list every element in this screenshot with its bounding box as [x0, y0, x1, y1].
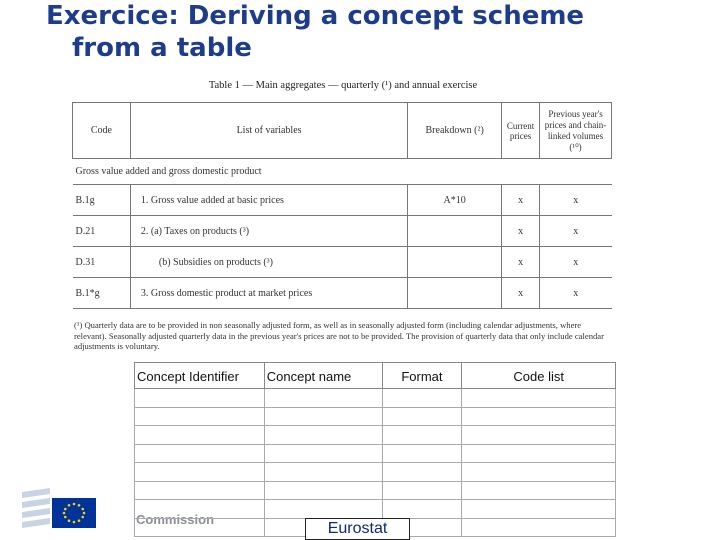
row-current: x	[502, 216, 540, 247]
concept-cell[interactable]	[135, 426, 265, 445]
header-code: Code	[73, 103, 131, 159]
concept-cell[interactable]	[462, 500, 616, 519]
row-variable: (b) Subsidies on products (³)	[130, 247, 407, 278]
concept-cell[interactable]	[135, 481, 265, 500]
row-current: x	[502, 278, 540, 309]
concept-cell[interactable]	[264, 426, 382, 445]
table-row	[135, 481, 616, 500]
concept-cell[interactable]	[264, 500, 382, 519]
row-breakdown	[408, 216, 502, 247]
source-table-header-row	[73, 103, 612, 159]
concept-cell[interactable]	[462, 518, 616, 537]
concept-cell[interactable]	[264, 389, 382, 408]
slide-title-line-2: from a table	[72, 33, 252, 63]
row-breakdown: A*10	[408, 185, 502, 216]
concept-cell[interactable]	[462, 463, 616, 482]
concept-cell[interactable]	[462, 481, 616, 500]
row-variable: 2. (a) Taxes on products (³)	[130, 216, 407, 247]
source-table-footnote: (¹) Quarterly data are to be provided in non seasonally adjusted form, as well as in seasonally adjusted form (including calendar adjustments, where relevant). Seasonally adjusted quarterly data in the previous year's prices are not to be provided. The provision of quarterly data that only include calendar adjustments is voluntary.	[74, 320, 604, 351]
group-heading-row	[73, 159, 612, 185]
concept-cell[interactable]	[135, 407, 265, 426]
table-row	[135, 389, 616, 408]
row-variable: 3. Gross domestic product at market prices	[130, 278, 407, 309]
row-breakdown	[408, 247, 502, 278]
header-variables: List of variables	[130, 103, 407, 159]
table-row	[135, 463, 616, 482]
row-current: x	[502, 185, 540, 216]
row-previous: x	[540, 278, 612, 309]
concept-cell[interactable]	[264, 463, 382, 482]
table-row	[73, 278, 612, 309]
header-breakdown: Breakdown (²)	[408, 103, 502, 159]
concept-cell[interactable]	[264, 444, 382, 463]
concept-cell[interactable]	[462, 389, 616, 408]
row-code: D.31	[73, 247, 131, 278]
format-header: Format	[382, 363, 462, 389]
row-previous: x	[540, 216, 612, 247]
concept-cell[interactable]	[135, 444, 265, 463]
commission-text: Commission	[136, 512, 215, 527]
concept-identifier-header: Concept Identifier	[135, 363, 265, 389]
row-code: B.1g	[73, 185, 131, 216]
concept-cell[interactable]	[382, 426, 462, 445]
eu-flag-icon	[52, 498, 96, 528]
row-previous: x	[540, 247, 612, 278]
concept-cell[interactable]	[135, 389, 265, 408]
concept-cell[interactable]	[264, 407, 382, 426]
group-heading: Gross value added and gross domestic product	[73, 159, 612, 185]
concept-name-header: Concept name	[264, 363, 382, 389]
concept-cell[interactable]	[382, 463, 462, 482]
slide-title	[46, 0, 686, 64]
concept-cell[interactable]	[135, 500, 265, 519]
concept-cell[interactable]	[135, 518, 265, 537]
concept-table-header-row	[135, 363, 616, 389]
concept-cell[interactable]	[382, 389, 462, 408]
commission-logo-stripes-icon	[20, 488, 54, 532]
concept-scheme-table	[134, 362, 616, 537]
row-code: B.1*g	[73, 278, 131, 309]
table-row	[135, 426, 616, 445]
table-row	[73, 216, 612, 247]
concept-cell[interactable]	[135, 463, 265, 482]
table-row	[135, 500, 616, 519]
code-list-header: Code list	[462, 363, 616, 389]
concept-cell[interactable]	[264, 481, 382, 500]
table-row	[135, 444, 616, 463]
table-row	[73, 185, 612, 216]
concept-cell[interactable]	[382, 500, 462, 519]
row-current: x	[502, 247, 540, 278]
header-previous-prices: Previous year's prices and chain-linked volumes (¹⁰)	[540, 103, 612, 159]
source-table-caption: Table 1 — Main aggregates — quarterly (¹) and annual exercise	[208, 80, 478, 91]
source-table	[72, 102, 612, 309]
concept-cell[interactable]	[462, 426, 616, 445]
header-current-prices: Current prices	[502, 103, 540, 159]
row-code: D.21	[73, 216, 131, 247]
eurostat-label: Eurostat	[305, 518, 410, 540]
table-row	[73, 247, 612, 278]
concept-cell[interactable]	[382, 407, 462, 426]
concept-cell[interactable]	[382, 444, 462, 463]
row-previous: x	[540, 185, 612, 216]
slide-title-line-1: Exercice: Deriving a concept scheme	[46, 1, 585, 31]
concept-cell[interactable]	[382, 481, 462, 500]
row-variable: 1. Gross value added at basic prices	[130, 185, 407, 216]
row-breakdown	[408, 278, 502, 309]
concept-cell[interactable]	[462, 444, 616, 463]
concept-cell[interactable]	[462, 407, 616, 426]
table-row	[135, 407, 616, 426]
